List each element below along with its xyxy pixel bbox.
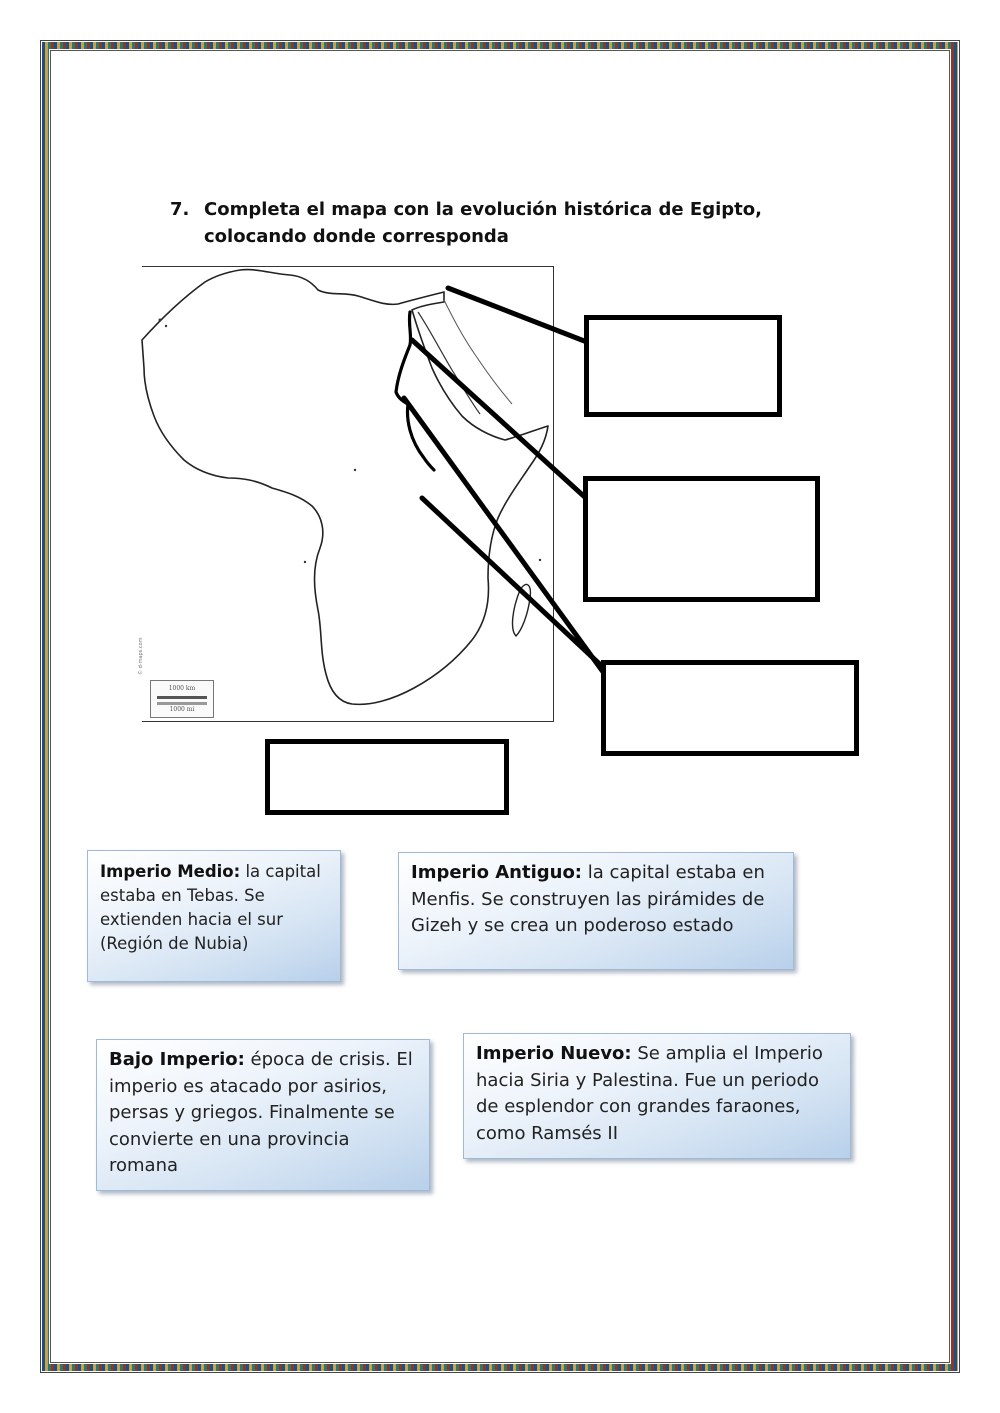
card-title: Imperio Nuevo: — [476, 1043, 632, 1064]
connector-line-1 — [448, 288, 592, 344]
connector-line-4 — [422, 498, 606, 670]
card-title: Imperio Medio: — [100, 862, 241, 881]
island-dot — [354, 469, 356, 471]
scale-bar — [157, 696, 207, 699]
map-credit: © d-maps.com — [138, 637, 144, 675]
scale-label-mi: 1000 mi — [169, 706, 195, 713]
connector-line-2 — [412, 340, 588, 500]
scale-bar — [157, 702, 207, 705]
card-bajo-imperio[interactable] — [96, 1039, 430, 1191]
card-imperio-medio[interactable] — [87, 850, 341, 982]
island-dot — [159, 319, 162, 322]
africa-coastline — [142, 270, 548, 705]
answer-box-3[interactable] — [601, 660, 859, 756]
answer-box-1[interactable] — [584, 315, 782, 417]
card-imperio-antiguo[interactable] — [398, 852, 794, 970]
island-dot — [539, 559, 541, 561]
card-imperio-nuevo[interactable] — [463, 1033, 851, 1159]
card-text: la capital estaba en Menfis. Se construyen las pirámides de Gizeh y se crea un poderoso estado — [411, 862, 765, 936]
answer-box-2[interactable] — [583, 476, 820, 602]
nile-river — [396, 312, 434, 470]
card-text: época de crisis. El imperio es atacado por asirios, persas y griegos. Finalmente se convierte en una provincia romana — [109, 1049, 413, 1176]
question-number: 7. — [170, 199, 190, 220]
question-line-2: colocando donde corresponda — [204, 226, 509, 247]
question-line-1: Completa el mapa con la evolución histórica de Egipto, — [204, 199, 762, 220]
card-text: Se amplia el Imperio hacia Siria y Palestina. Fue un periodo de esplendor con grandes faraones, como Ramsés II — [476, 1043, 823, 1144]
island-dot — [304, 561, 306, 563]
scale-label-km: 1000 km — [168, 685, 196, 692]
island-dot — [165, 325, 167, 327]
map-scale — [150, 680, 214, 718]
arabian-coast — [444, 300, 512, 404]
card-text: la capital estaba en Tebas. Se extienden hacia el sur (Región de Nubia) — [100, 862, 321, 953]
card-title: Bajo Imperio: — [109, 1049, 245, 1070]
card-title: Imperio Antiguo: — [411, 862, 583, 883]
answer-box-4[interactable] — [265, 739, 509, 815]
